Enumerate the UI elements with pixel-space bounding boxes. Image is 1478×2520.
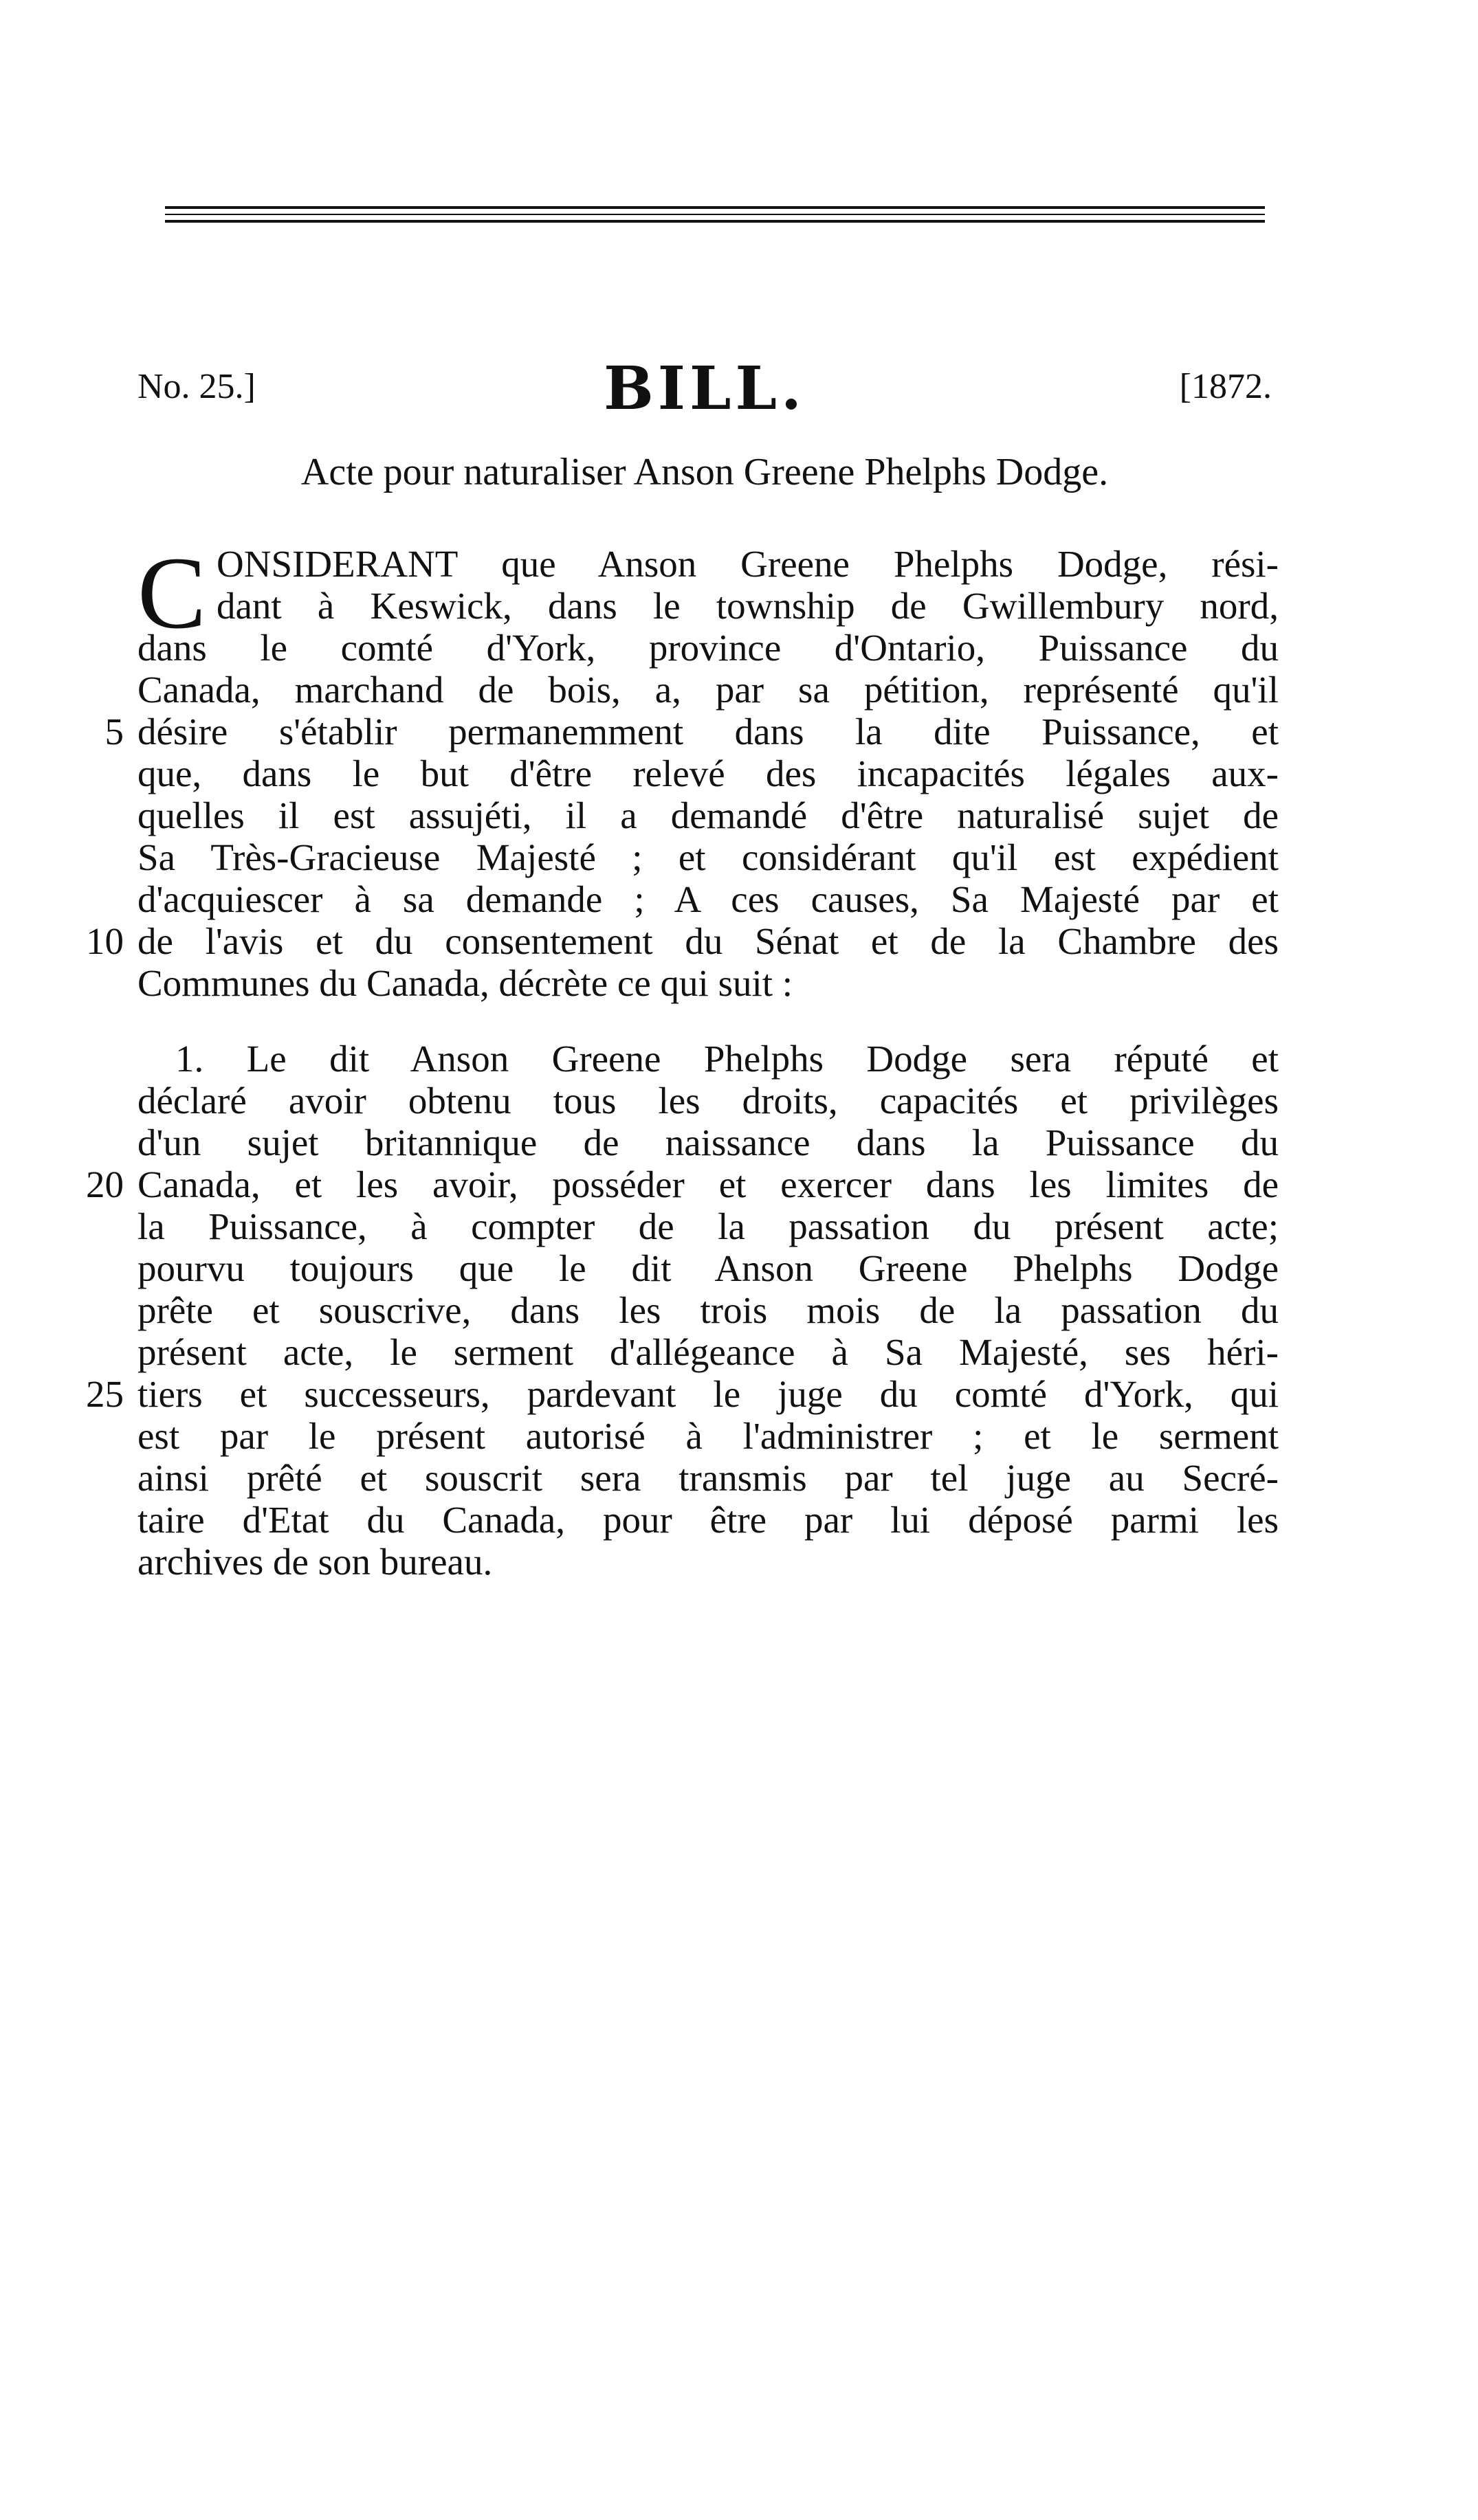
act-title: Acte pour naturaliser Anson Greene Phelphs Dodge.	[300, 451, 1109, 493]
text-line	[137, 794, 1279, 836]
line-text: de l'avis et du consentement du Sénat et de la Chambre des	[137, 920, 1279, 962]
line-text: archives de son bureau.	[137, 1541, 493, 1583]
line-text: d'acquiescer à sa demande ; A ces causes, Sa Majesté par et	[137, 878, 1279, 920]
line-text: Sa Très-Gracieuse Majesté ; et considérant qu'il est expédient	[137, 836, 1279, 878]
line-number: 20	[86, 1163, 124, 1205]
text-line	[137, 1499, 1279, 1541]
line-number: 25	[86, 1373, 124, 1415]
line-text: dant à Keswick, dans le township de Gwillembury nord,	[217, 585, 1279, 627]
line-text: la Puissance, à compter de la passation du présent acte;	[137, 1205, 1279, 1247]
section-1-paragraph	[86, 1038, 1279, 1583]
text-line	[86, 920, 1279, 962]
bill-number: No. 25.]	[137, 367, 256, 406]
line-text: quelles il est assujéti, il a demandé d'être naturalisé sujet de	[137, 794, 1279, 836]
text-line	[137, 1289, 1279, 1331]
line-text: ONSIDERANT que Anson Greene Phelphs Dodge, rési-	[217, 543, 1279, 585]
line-text: Communes du Canada, décrète ce qui suit :	[137, 962, 793, 1004]
bill-year: [1872.	[1179, 367, 1272, 406]
line-text: tiers et successeurs, pardevant le juge du comté d'York, qui	[137, 1373, 1279, 1415]
line-number: 10	[86, 920, 124, 962]
rule-line	[165, 220, 1265, 223]
line-text: Canada, marchand de bois, a, par sa pétition, représenté qu'il	[137, 669, 1279, 711]
text-line	[137, 962, 1279, 1004]
line-text: dans le comté d'York, province d'Ontario, Puissance du	[137, 627, 1279, 669]
text-line	[86, 1373, 1279, 1415]
line-text: ainsi prêté et souscrit sera transmis par tel juge au Secré-	[137, 1457, 1279, 1499]
text-line	[137, 1457, 1279, 1499]
line-text: d'un sujet britannique de naissance dans la Puissance du	[137, 1122, 1279, 1163]
line-text: est par le présent autorisé à l'administrer ; et le serment	[137, 1415, 1279, 1457]
text-line	[137, 1541, 1279, 1583]
line-text: désire s'établir permanemment dans la dite Puissance, et	[137, 711, 1279, 752]
text-line	[137, 1080, 1279, 1122]
rule-line	[165, 214, 1265, 215]
line-text: prête et souscrive, dans les trois mois de la passation du	[137, 1289, 1279, 1331]
text-line	[86, 1163, 1279, 1205]
line-text: présent acte, le serment d'allégeance à Sa Majesté, ses héri-	[137, 1331, 1279, 1373]
bill-heading: BILL.	[604, 354, 806, 423]
text-line	[137, 627, 1279, 669]
line-text: déclaré avoir obtenu tous les droits, capacités et privilèges	[137, 1080, 1279, 1122]
line-text: taire d'Etat du Canada, pour être par lui déposé parmi les	[137, 1499, 1279, 1541]
text-line	[137, 878, 1279, 920]
header-rules	[165, 206, 1265, 227]
line-text: pourvu toujours que le dit Anson Greene Phelphs Dodge	[137, 1247, 1279, 1289]
rule-line	[165, 206, 1265, 209]
text-line	[137, 1205, 1279, 1247]
text-line	[137, 1415, 1279, 1457]
preamble-paragraph	[86, 536, 1279, 1004]
bill-header	[137, 354, 1272, 430]
text-line	[137, 836, 1279, 878]
line-text: Canada, et les avoir, posséder et exercer dans les limites de	[137, 1163, 1279, 1205]
text-line	[137, 1122, 1279, 1163]
text-line	[137, 1247, 1279, 1289]
line-number: 5	[104, 711, 124, 752]
text-line	[104, 711, 1279, 752]
line-text: que, dans le but d'être relevé des incapacités légales aux-	[137, 752, 1279, 794]
drop-cap: C	[137, 536, 207, 650]
text-line	[137, 1331, 1279, 1373]
line-text: 1. Le dit Anson Greene Phelphs Dodge sera réputé et	[175, 1038, 1279, 1080]
text-line	[137, 543, 1279, 585]
text-line	[137, 1038, 1279, 1080]
text-line	[137, 669, 1279, 711]
text-line	[137, 752, 1279, 794]
text-line	[137, 585, 1279, 627]
